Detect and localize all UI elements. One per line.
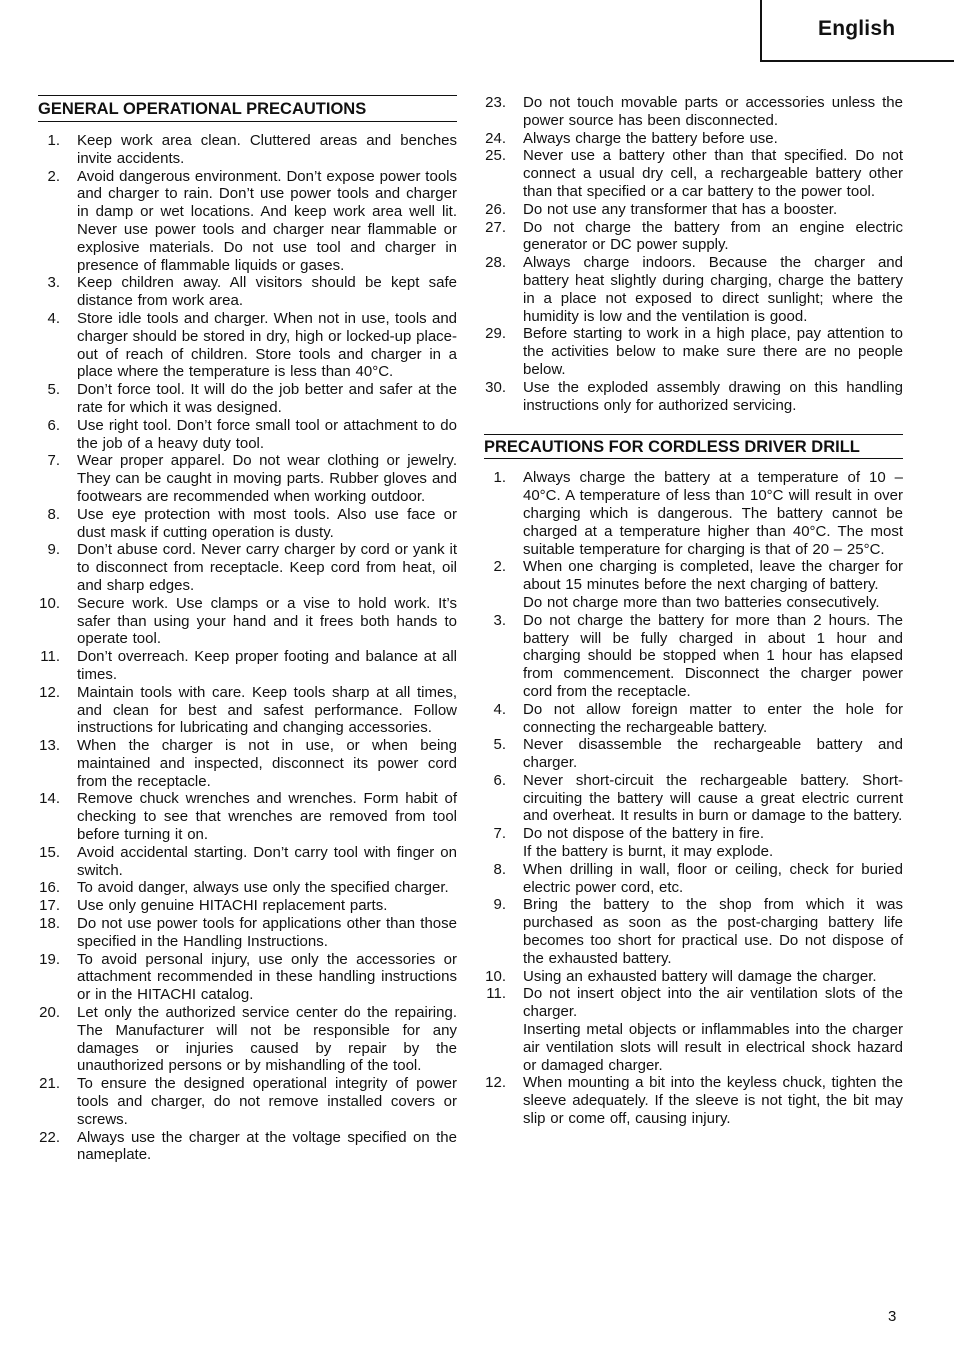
list-item [38,915,457,951]
list-item [484,219,903,255]
item-number: 8. [493,860,506,878]
item-text: Do not allow foreign matter to enter the hole for connecting the rechargeable battery. [523,700,903,736]
list-item [484,736,903,772]
item-text: Use eye protection with most tools. Also use face or dust mask if cutting operation is dusty. [77,505,457,541]
item-note: Do not charge more than two batteries consecutively. [523,593,880,611]
item-text: Keep children away. All visitors should be kept safe distance from work area. [77,274,457,310]
item-text: Maintain tools with care. Keep tools sharp at all times, and clean for best and safest performance. Follow instructions for lubricating and changing accessories. [77,683,457,737]
list-item [484,379,903,415]
right-column [484,94,903,1128]
item-text: Always charge indoors. Because the charger and battery heat slightly during charging, charge the battery in a place not exposed to direct sunlight; where the humidity is low and the ventilation is good. [523,254,903,325]
left-column [38,95,457,1164]
item-text: Always use the charger at the voltage specified on the nameplate. [77,1128,457,1164]
item-number: 15. [39,843,60,861]
item-number: 21. [39,1075,60,1093]
item-text: Always charge the battery before use. [523,129,778,147]
list-item [484,701,903,737]
item-number: 6. [47,416,60,434]
list-item [484,94,903,130]
list-item [484,254,903,325]
item-number: 10. [485,967,506,985]
cordless-precautions-heading: PRECAUTIONS FOR CORDLESS DRIVER DRILL [484,434,903,459]
item-text: Do not use power tools for applications other than those specified in the Handling Instructions. [77,915,457,950]
item-text: Always charge the battery at a temperature of 10 – 40°C. A temperature of less than 10°C will result in over charging which is dangerous. The battery cannot be charged at a temperature higher than 40°C. The most suitable temperature for charging is that of 20 – 25°C. [523,469,903,558]
item-text: Never disassemble the rechargeable battery and charger. [523,736,903,772]
item-number: 3. [493,611,506,629]
list-item [484,861,903,897]
item-text: Using an exhausted battery will damage the charger. [523,967,877,985]
list-item [38,381,457,417]
item-number: 26. [485,200,506,218]
item-text: Secure work. Use clamps or a vise to hold work. It’s safer than using your hand and it frees both hands to operate tool. [77,594,457,648]
item-text: Do not insert object into the air ventilation slots of the charger. [523,985,903,1021]
item-number: 1. [47,132,60,149]
item-number: 2. [47,167,60,185]
item-number: 5. [493,736,506,754]
item-number: 10. [39,594,60,612]
item-text: Avoid accidental starting. Don’t carry tool with finger on switch. [77,843,457,879]
item-text: Do not touch movable parts or accessories unless the power source has been disconnected. [523,94,903,129]
list-item [484,896,903,967]
item-number: 8. [47,505,60,523]
item-text: Keep work area clean. Cluttered areas and benches invite accidents. [77,132,457,167]
item-number: 9. [47,541,60,559]
item-text: Do not dispose of the battery in fire. [523,825,764,843]
item-number: 30. [485,378,506,396]
item-number: 5. [47,381,60,399]
list-item [484,825,903,861]
item-text: Use right tool. Don’t force small tool or attachment to do the job of a heavy duty tool. [77,416,457,452]
item-number: 22. [39,1128,60,1146]
list-item [484,968,903,986]
item-number: 12. [485,1074,506,1092]
list-item [38,790,457,843]
item-note: If the battery is burnt, it may explode. [523,843,774,861]
item-text: Wear proper apparel. Do not wear clothing or jewelry. They can be caught in moving parts. Rubber gloves and footwears are recommended when working outdoor. [77,452,457,505]
item-number: 18. [39,915,60,933]
item-number: 4. [493,700,506,718]
item-number: 27. [485,218,506,236]
list-item [484,985,903,1074]
item-number: 11. [486,985,506,1003]
item-number: 25. [485,147,506,165]
page-number: 3 [888,1308,897,1325]
list-item [484,1074,903,1127]
list-item [484,147,903,200]
item-text: Use the exploded assembly drawing on this handling instructions only for authorized servicing. [523,378,903,414]
item-text: Before starting to work in a high place, pay attention to the activities below to make sure there are no people below. [523,325,903,378]
list-item [484,558,903,611]
general-precautions-heading: GENERAL OPERATIONAL PRECAUTIONS [38,95,457,122]
list-item [38,879,457,897]
item-number: 3. [47,274,60,292]
item-text: To ensure the designed operational integrity of power tools and charger, do not remove installed covers or screws. [77,1075,457,1128]
list-item [484,130,903,148]
item-number: 13. [39,737,60,755]
item-text: To avoid personal injury, use only the accessories or attachment recommended in these handling instructions or in the HITACHI catalog. [77,950,457,1004]
list-item [484,201,903,219]
item-number: 7. [493,825,506,843]
list-item [38,417,457,453]
item-number: 17. [39,897,60,915]
item-number: 1. [493,469,506,487]
list-item [38,1129,457,1165]
list-item [38,452,457,505]
item-number: 7. [47,452,60,470]
list-item [38,274,457,310]
item-text: Don’t abuse cord. Never carry charger by cord or yank it to disconnect from receptacle. Keep cord from heat, oil and sharp edges. [77,541,457,594]
list-item [38,684,457,737]
list-item [484,469,903,558]
item-text: Store idle tools and charger. When not in use, tools and charger should be stored in dry, high or locked-up place-out of reach of children. Store tools and charger in a place where the temperature is less than 40°C. [77,309,457,381]
item-text: Never short-circuit the rechargeable battery. Short-circuiting the battery will cause a great electric current and overheat. It results in burn or damage to the battery. [523,771,903,825]
item-text: Do not charge the battery from an engine electric generator or DC power supply. [523,218,903,254]
item-number: 9. [493,896,506,914]
item-number: 4. [47,309,60,327]
list-item [38,541,457,594]
general-precautions-list [38,132,457,1164]
item-number: 6. [493,771,506,789]
language-label: English [818,17,896,40]
item-note: Inserting metal objects or inflammables into the charger air ventilation slots will result in electrical shock hazard or damaged charger. [523,1021,903,1074]
item-text: Never use a battery other than that specified. Do not connect a usual dry cell, a rechargeable battery other than that specified or a car battery to the power tool. [523,147,903,200]
list-item [38,132,457,168]
list-item [38,1004,457,1075]
item-text: To avoid danger, always use only the specified charger. [77,879,449,897]
item-text: When one charging is completed, leave the charger for about 15 minutes before the next charging of battery. [523,558,903,594]
item-text: When drilling in wall, floor or ceiling, check for buried electric power cord, etc. [523,860,903,896]
list-item [38,595,457,648]
list-item [484,772,903,825]
item-number: 11. [40,648,60,666]
item-text: When mounting a bit into the keyless chuck, tighten the sleeve adequately. If the sleeve is not tight, the bit may slip or come off, causing injury. [523,1074,903,1128]
list-item [38,168,457,275]
item-text: Use only genuine HITACHI replacement parts. [77,897,388,915]
list-item [38,506,457,542]
item-number: 24. [485,129,506,147]
item-text: Avoid dangerous environment. Don’t expose power tools and charger to rain. Don’t use power tools and charger in damp or wet locations. And keep work area well lit. Never use power tools and charger near flammable or explosive materials. Do not use tool and charger in presence of flammable liquids or gases. [77,167,457,274]
item-number: 16. [39,879,60,897]
item-text: Don’t force tool. It will do the job better and safer at the rate for which it was designed. [77,381,457,416]
list-item [38,310,457,381]
item-text: When the charger is not in use, or when being maintained and inspected, disconnect its power cord from the receptacle. [77,737,457,790]
list-item [38,737,457,790]
item-number: 28. [485,254,506,272]
cordless-precautions-list [484,469,903,1127]
item-text: Do not charge the battery for more than 2 hours. The battery will be fully charged in about 1 hour and charging should be stopped when 1 hour has elapsed from commencement. Disconnect the charger power cord from the receptacle. [523,611,903,700]
item-number: 20. [39,1004,60,1022]
list-item [38,844,457,880]
item-number: 12. [39,683,60,701]
item-text: Let only the authorized service center do the repairing. The Manufacturer will not be responsible for any damages or injuries caused by repair by the unauthorized persons or by mishandling of the tool. [77,1004,457,1075]
list-item [484,612,903,701]
list-item [38,648,457,684]
item-text: Remove chuck wrenches and wrenches. Form habit of checking to see that wrenches are removed from tool before turning it on. [77,790,457,844]
list-item [38,897,457,915]
language-tab [760,0,954,62]
item-text: Bring the battery to the shop from which it was purchased as soon as the post-charging battery life becomes too short for practical use. Do not dispose of the exhausted battery. [523,896,903,967]
item-text: Don’t overreach. Keep proper footing and balance at all times. [77,648,457,683]
item-text: Do not use any transformer that has a booster. [523,200,838,218]
item-number: 29. [485,325,506,343]
item-number: 19. [39,950,60,968]
list-item [484,325,903,378]
general-precautions-list-continued [484,94,903,414]
item-number: 14. [39,790,60,808]
list-item [38,1075,457,1128]
list-item [38,951,457,1004]
item-number: 2. [493,558,506,576]
item-number: 23. [485,94,506,111]
